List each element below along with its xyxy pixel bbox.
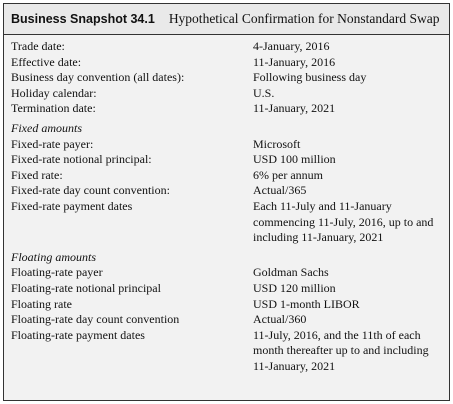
term-key: Termination date:: [11, 101, 96, 116]
term-row-trade-date: [4, 39, 449, 55]
term-key: Holiday calendar:: [11, 85, 97, 100]
term-row-termination-date: [4, 101, 449, 117]
snapshot-title: Hypothetical Confirmation for Nonstandard Swap: [168, 11, 440, 26]
confirmation-terms: [4, 35, 449, 374]
term-value: Each 11-July and 11-January commencing 11-July, 2016, up to and including 11-January, 2021: [253, 198, 434, 245]
term-key: Fixed-rate payment dates: [11, 198, 133, 213]
term-row-fixed-rate: [4, 168, 449, 184]
term-value: Actual/360: [253, 312, 307, 327]
term-value: Microsoft: [253, 136, 301, 151]
term-key: Fixed rate:: [11, 167, 63, 182]
term-value: 11-January, 2021: [253, 101, 336, 116]
term-key: Floating-rate notional principal: [11, 280, 161, 295]
term-key: Business day convention (all dates):: [11, 70, 185, 85]
term-key: Fixed-rate payer:: [11, 136, 94, 151]
term-key: Floating rate: [11, 296, 72, 311]
term-key: Floating-rate payment dates: [11, 327, 145, 342]
snapshot-label: Business Snapshot 34.1: [11, 12, 155, 26]
term-row-floating-notional: [4, 281, 449, 297]
term-value: USD 120 million: [253, 280, 336, 295]
term-value: Goldman Sachs: [253, 265, 329, 280]
snapshot-header: [4, 4, 449, 35]
term-key: Trade date:: [11, 39, 65, 53]
term-key: Floating-rate payer: [11, 265, 103, 280]
term-value: U.S.: [253, 85, 275, 100]
term-row-floating-rate-payer: [4, 265, 449, 281]
term-key: Floating-rate day count convention: [11, 312, 180, 327]
term-value: Actual/365: [253, 183, 307, 198]
term-value: 6% per annum: [253, 167, 323, 182]
term-row-floating-payment-dates: [4, 328, 449, 375]
term-value: USD 100 million: [253, 152, 336, 167]
term-value: Following business day: [253, 70, 367, 85]
fixed-amounts-heading: Fixed amounts: [11, 120, 82, 135]
term-row-business-day-convention: [4, 70, 449, 86]
floating-amounts-heading: Floating amounts: [11, 249, 97, 264]
business-snapshot-box: [3, 3, 450, 401]
term-value: 11-July, 2016, and the 11th of each month thereafter up to and including 11-January, 2021: [253, 327, 429, 373]
term-value: 11-January, 2016: [253, 54, 336, 69]
term-row-floating-day-count: [4, 312, 449, 328]
term-row-effective-date: [4, 55, 449, 71]
term-key: Fixed-rate day count convention:: [11, 183, 170, 198]
term-row-fixed-day-count: [4, 183, 449, 199]
term-value: 4-January, 2016: [253, 39, 330, 53]
term-row-fixed-payment-dates: [4, 199, 449, 246]
term-key: Effective date:: [11, 54, 82, 69]
term-row-fixed-notional: [4, 152, 449, 168]
term-row-floating-rate: [4, 297, 449, 313]
term-row-fixed-rate-payer: [4, 137, 449, 153]
term-key: Fixed-rate notional principal:: [11, 152, 152, 167]
term-value: USD 1-month LIBOR: [253, 296, 360, 311]
term-row-holiday-calendar: [4, 86, 449, 102]
